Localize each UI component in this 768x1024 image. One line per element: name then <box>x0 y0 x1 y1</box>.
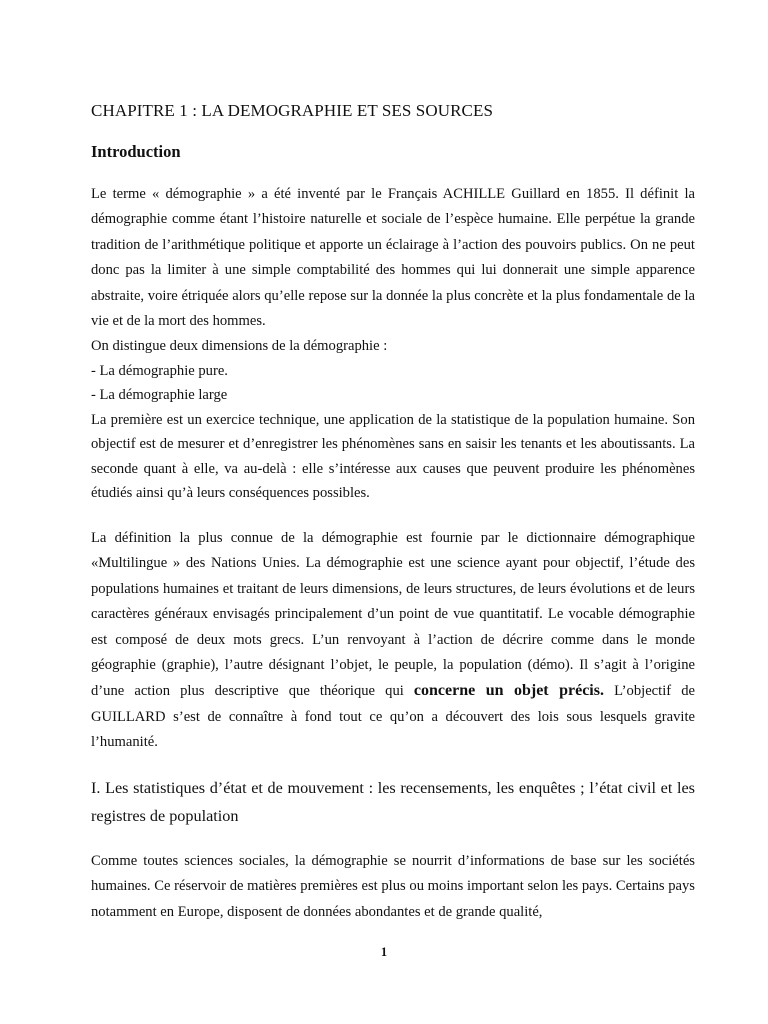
dimension-large-item: - La démographie large <box>91 387 228 404</box>
paragraph-un-definition-text: La définition la plus connue de la démographie est fournie par le dictionnaire démographique «Multilingue » des Nations Unies. La démographie est une science ayant pour objectif, l’étude des populations humaines et traitant de leurs dimensions, de leurs structures, de leurs évolutions et de leurs caractères généraux envisagés principalement d’un point de vue quantitatif. Le vocable démographie est composé de deux mots grecs. L’un renvoyant à l’action de décrire comme dans le monde géographie (graphie), l’autre désignant l’objet, le peuple, la population (démo). Il s’agit à l’origine d’une action plus descriptive que théorique qui <box>91 529 695 700</box>
chapter-title: CHAPITRE 1 : LA DEMOGRAPHIE ET SES SOURCES <box>91 101 494 120</box>
dimensions-intro: On distingue deux dimensions de la démographie : <box>91 338 388 355</box>
section-i-heading: I. Les statistiques d’état et de mouvement : les recensements, les enquêtes ; l’état civil et les registres de population <box>91 778 695 825</box>
paragraph-dimensions-explanation: La première est un exercice technique, une application de la statistique de la population humaine. Son objectif est de mesurer et d’enregistrer les phénomènes sans en saisir les tenants et les aboutissants. La seconde quant à elle, va au-delà : elle s’intéresse aux causes que peuvent produire les phénomènes étudiés ainsi qu’à leurs conséquences possibles. <box>91 411 695 502</box>
paragraph-sources: Comme toutes sciences sociales, la démographie se nourrit d’informations de base sur les sociétés humaines. Ce réservoir de matières premières est plus ou moins important selon les pays. Certains pays notamment en Europe, disposent de données abondantes et de grande qualité, <box>91 852 695 920</box>
introduction-heading: Introduction <box>91 142 181 161</box>
page-number: 1 <box>380 945 388 959</box>
paragraph-un-definition <box>91 526 695 756</box>
paragraph-un-definition-end: L’objectif de GUILLARD s’est de connaître à fond tout ce qu’on a découvert des lois sous lesquels gravite l’humanité. <box>91 683 696 751</box>
paragraph-definition: Le terme « démographie » a été inventé par le Français ACHILLE Guillard en 1855. Il définit la démographie comme étant l’histoire naturelle et sociale de l’espèce humaine. Elle perpétue la grande tradition de l’arithmétique politique et apporte un éclairage à l’action des pouvoirs publics. On ne peut donc pas la limiter à une simple comptabilité des hommes qui lui donnerait une simple apparence abstraite, voire étriquée alors qu’elle repose sur la donnée la plus concrète et la plus fondamentale de la vie et de la mort des hommes. <box>91 186 695 330</box>
page-content <box>91 100 695 925</box>
dimension-pure-item: - La démographie pure. <box>91 362 228 379</box>
emphasized-phrase: concerne un objet précis. <box>413 682 604 700</box>
